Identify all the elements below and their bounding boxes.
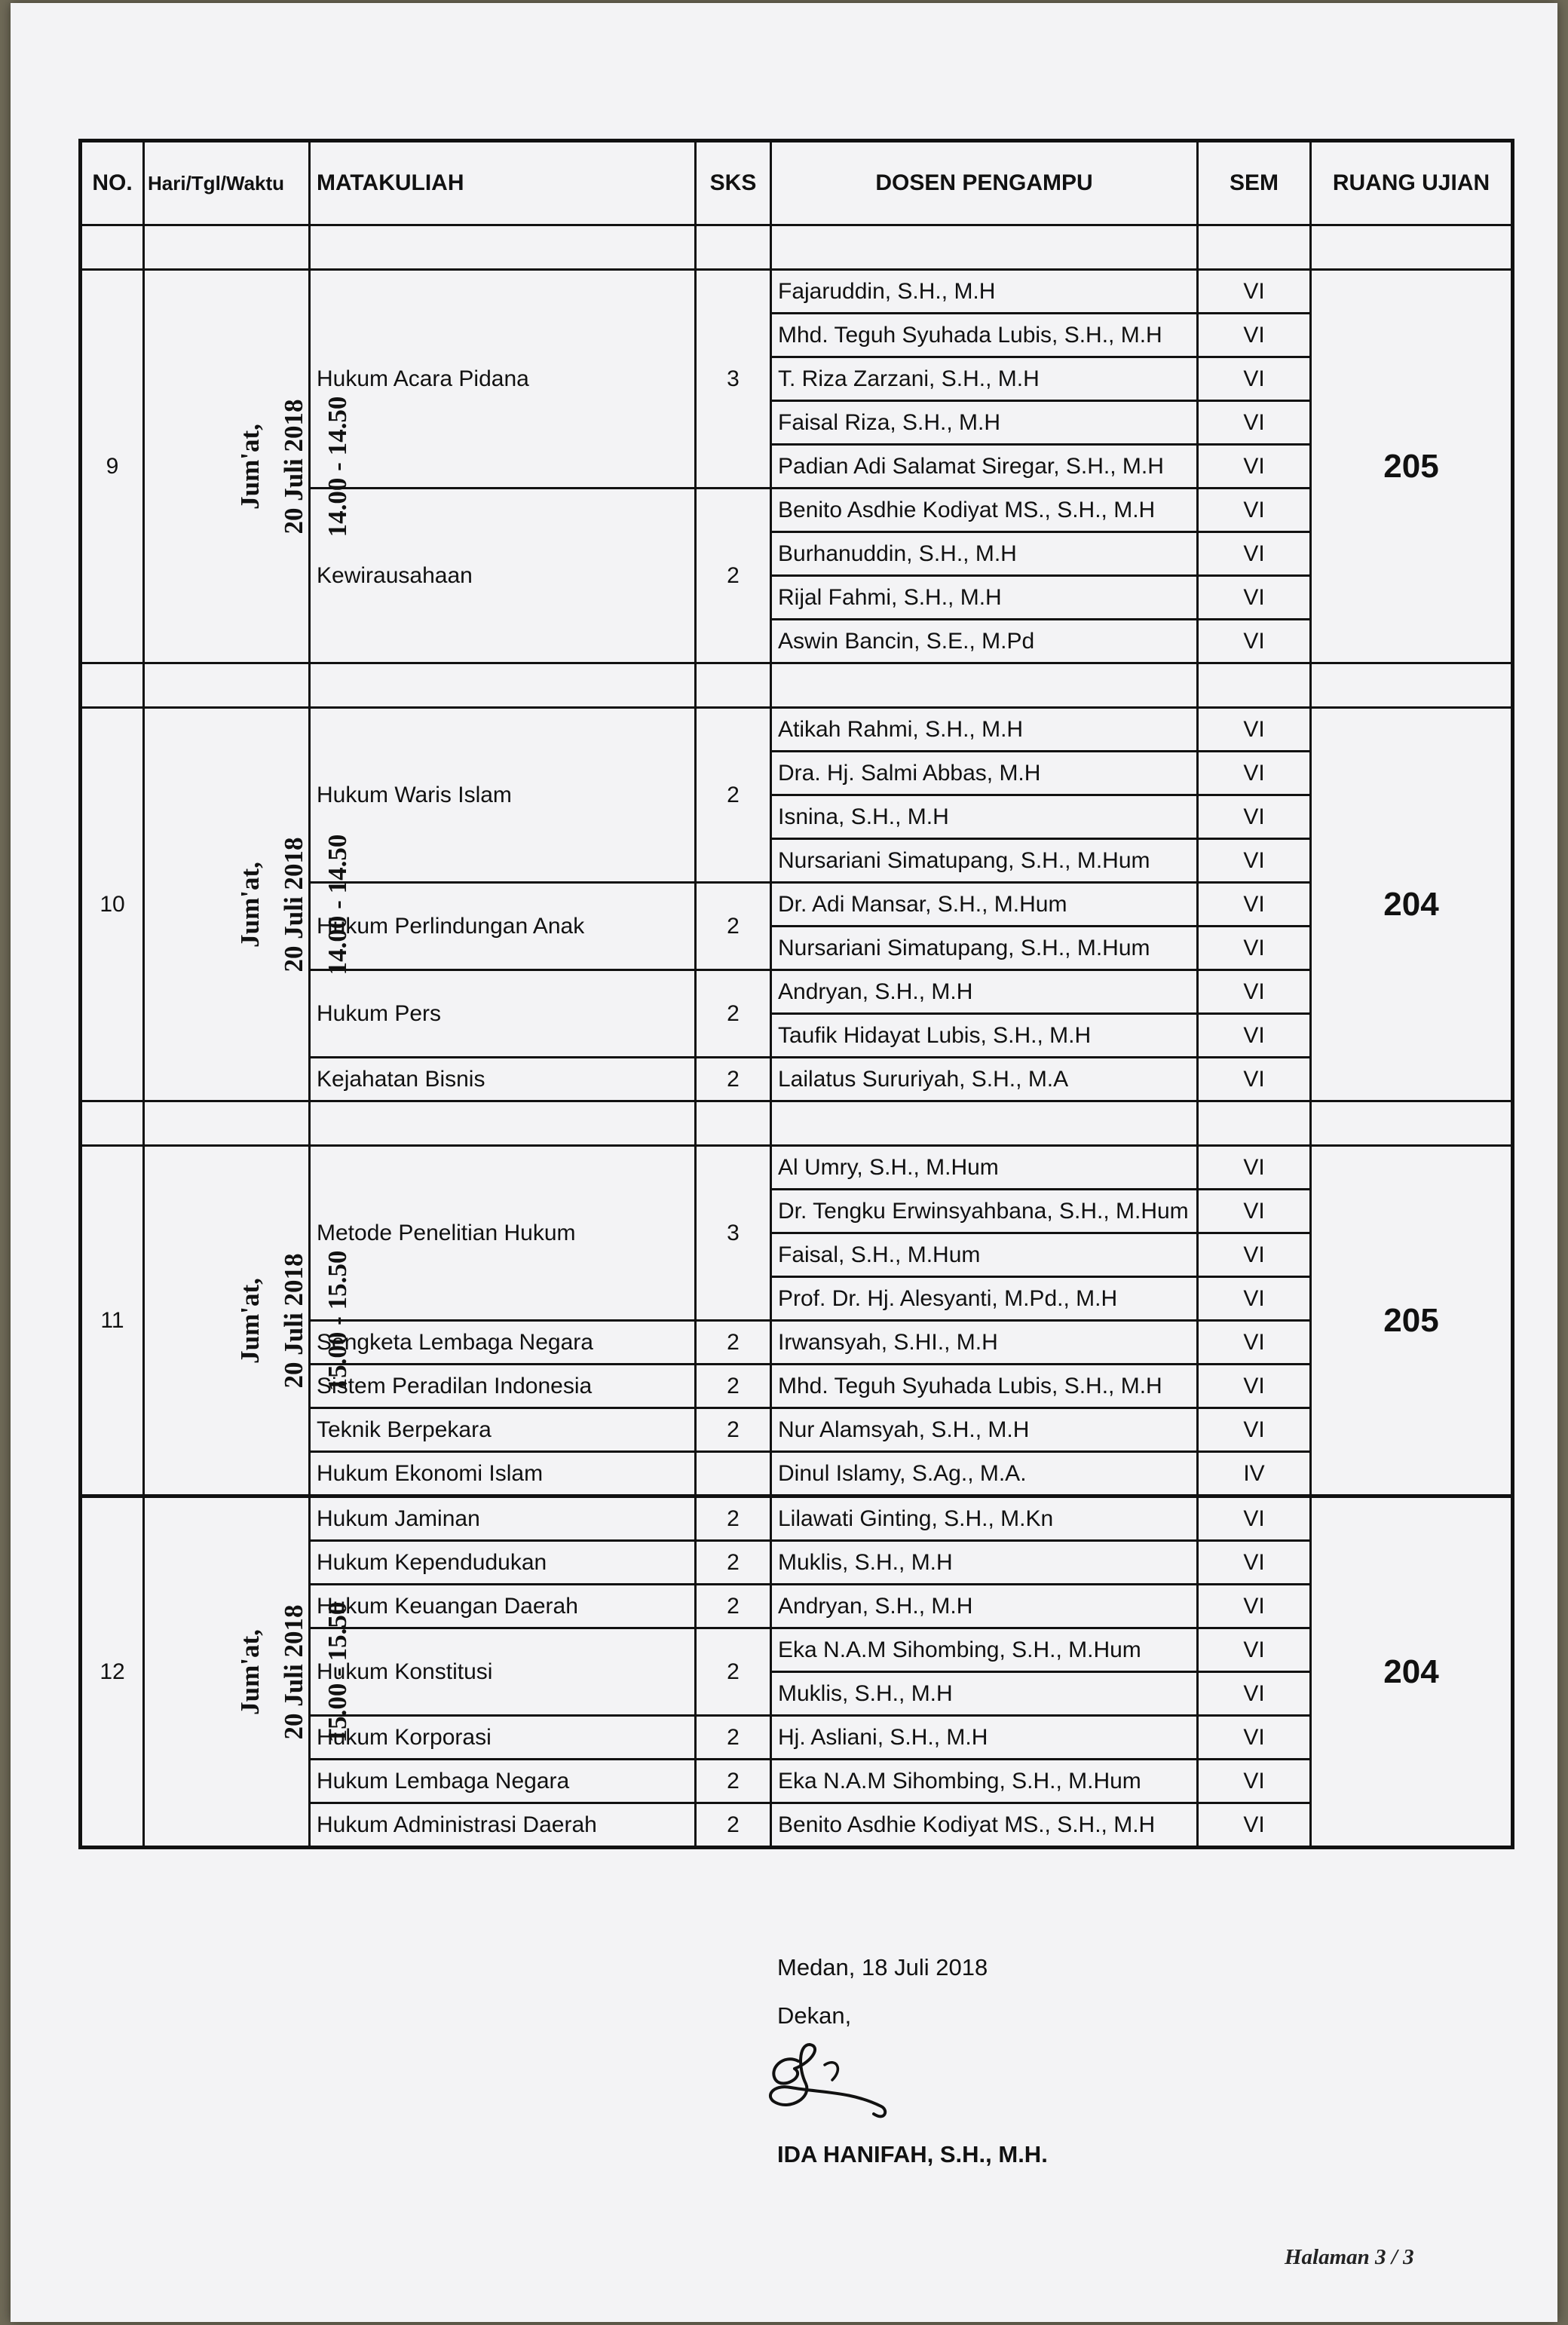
date-label: 20 Juli 2018 <box>279 1253 308 1388</box>
day-label: Jum'at, <box>235 1277 265 1364</box>
group-number: 10 <box>81 708 144 1101</box>
lecturer-name: Nursariani Simatupang, S.H., M.Hum <box>771 839 1198 883</box>
course-sks: 2 <box>696 1058 771 1101</box>
document-page <box>11 3 1557 2322</box>
spacer-cell <box>144 1101 310 1146</box>
table-body <box>81 225 1513 1848</box>
lecturer-name: Lilawati Ginting, S.H., M.Kn <box>771 1496 1198 1541</box>
lecturer-name: Eka N.A.M Sihombing, S.H., M.Hum <box>771 1628 1198 1672</box>
lecturer-name: T. Riza Zarzani, S.H., M.H <box>771 357 1198 401</box>
semester: VI <box>1198 883 1311 927</box>
semester: VI <box>1198 1058 1311 1101</box>
course-name: Teknik Berpekara <box>310 1408 696 1452</box>
course-name: Hukum Perlindungan Anak <box>310 883 696 970</box>
exam-schedule-table <box>78 139 1514 1849</box>
lecturer-name: Andryan, S.H., M.H <box>771 1585 1198 1628</box>
header-no: NO. <box>81 141 144 225</box>
lecturer-name: Aswin Bancin, S.E., M.Pd <box>771 620 1198 663</box>
course-name: Kewirausahaan <box>310 489 696 663</box>
semester: VI <box>1198 401 1311 445</box>
table-row <box>81 1496 1513 1541</box>
group-number: 9 <box>81 270 144 663</box>
course-name: Hukum Kependudukan <box>310 1541 696 1585</box>
signer-role: Dekan, <box>777 2002 852 2029</box>
course-name: Hukum Jaminan <box>310 1496 696 1541</box>
course-name: Hukum Konstitusi <box>310 1628 696 1716</box>
course-name: Hukum Ekonomi Islam <box>310 1452 696 1496</box>
lecturer-name: Lailatus Sururiyah, S.H., M.A <box>771 1058 1198 1101</box>
course-sks: 3 <box>696 270 771 489</box>
handwritten-signature <box>753 2039 904 2137</box>
lecturer-name: Benito Asdhie Kodiyat MS., S.H., M.H <box>771 1803 1198 1848</box>
semester: VI <box>1198 1541 1311 1585</box>
lecturer-name: Muklis, S.H., M.H <box>771 1672 1198 1716</box>
lecturer-name: Benito Asdhie Kodiyat MS., S.H., M.H <box>771 489 1198 532</box>
semester: VI <box>1198 1233 1311 1277</box>
time-label: 15.00 - 15.50 <box>323 1250 352 1391</box>
spacer-row <box>81 663 1513 708</box>
lecturer-name: Faisal Riza, S.H., M.H <box>771 401 1198 445</box>
exam-room: 204 <box>1311 708 1513 1101</box>
group-datetime <box>144 270 352 663</box>
semester: IV <box>1198 1452 1311 1496</box>
spacer-cell <box>144 663 310 708</box>
spacer-cell <box>1311 225 1513 270</box>
spacer-cell <box>310 1101 696 1146</box>
spacer-row <box>81 225 1513 270</box>
semester: VI <box>1198 445 1311 489</box>
lecturer-name: Atikah Rahmi, S.H., M.H <box>771 708 1198 752</box>
header-sks: SKS <box>696 141 771 225</box>
spacer-cell <box>1311 1101 1513 1146</box>
course-name: Hukum Keuangan Daerah <box>310 1585 696 1628</box>
semester: VI <box>1198 1628 1311 1672</box>
spacer-cell <box>310 663 696 708</box>
semester: VI <box>1198 532 1311 576</box>
lecturer-name: Nursariani Simatupang, S.H., M.Hum <box>771 927 1198 970</box>
exam-room: 204 <box>1311 1496 1513 1848</box>
semester: VI <box>1198 1672 1311 1716</box>
semester: VI <box>1198 1190 1311 1233</box>
spacer-cell <box>1198 1101 1311 1146</box>
lecturer-name: Fajaruddin, S.H., M.H <box>771 270 1198 314</box>
course-sks: 2 <box>696 708 771 883</box>
header-lecturer: DOSEN PENGAMPU <box>771 141 1198 225</box>
header-course: MATAKULIAH <box>310 141 696 225</box>
semester: VI <box>1198 1321 1311 1365</box>
semester: VI <box>1198 839 1311 883</box>
header-sem: SEM <box>1198 141 1311 225</box>
spacer-cell <box>696 663 771 708</box>
lecturer-name: Faisal, S.H., M.Hum <box>771 1233 1198 1277</box>
semester: VI <box>1198 752 1311 795</box>
course-sks: 2 <box>696 1365 771 1408</box>
datetime-text <box>228 761 360 1048</box>
lecturer-name: Nur Alamsyah, S.H., M.H <box>771 1408 1198 1452</box>
time-label: 14.00 - 14.50 <box>323 834 352 975</box>
table-row <box>81 1146 1513 1190</box>
header-when: Hari/Tgl/Waktu <box>144 141 310 225</box>
time-label: 15.00 - 15.50 <box>323 1601 352 1742</box>
semester: VI <box>1198 1716 1311 1760</box>
semester: VI <box>1198 357 1311 401</box>
course-sks <box>696 1452 771 1496</box>
semester: VI <box>1198 927 1311 970</box>
lecturer-name: Taufik Hidayat Lubis, S.H., M.H <box>771 1014 1198 1058</box>
lecturer-name: Irwansyah, S.HI., M.H <box>771 1321 1198 1365</box>
lecturer-name: Dinul Islamy, S.Ag., M.A. <box>771 1452 1198 1496</box>
day-label: Jum'at, <box>235 861 265 948</box>
course-sks: 2 <box>696 1408 771 1452</box>
course-name: Kejahatan Bisnis <box>310 1058 696 1101</box>
semester: VI <box>1198 314 1311 357</box>
course-sks: 2 <box>696 489 771 663</box>
course-name: Metode Penelitian Hukum <box>310 1146 696 1321</box>
semester: VI <box>1198 1803 1311 1848</box>
course-sks: 2 <box>696 1628 771 1716</box>
lecturer-name: Dr. Tengku Erwinsyahbana, S.H., M.Hum <box>771 1190 1198 1233</box>
lecturer-name: Eka N.A.M Sihombing, S.H., M.Hum <box>771 1760 1198 1803</box>
exam-room: 205 <box>1311 1146 1513 1496</box>
course-sks: 2 <box>696 883 771 970</box>
lecturer-name: Burhanuddin, S.H., M.H <box>771 532 1198 576</box>
course-sks: 3 <box>696 1146 771 1321</box>
semester: VI <box>1198 970 1311 1014</box>
course-name: Hukum Administrasi Daerah <box>310 1803 696 1848</box>
date-label: 20 Juli 2018 <box>279 837 308 972</box>
semester: VI <box>1198 1408 1311 1452</box>
spacer-cell <box>1198 225 1311 270</box>
lecturer-name: Prof. Dr. Hj. Alesyanti, M.Pd., M.H <box>771 1277 1198 1321</box>
course-name: Hukum Acara Pidana <box>310 270 696 489</box>
semester: VI <box>1198 620 1311 663</box>
datetime-text <box>228 1529 360 1815</box>
course-name: Sistem Peradilan Indonesia <box>310 1365 696 1408</box>
table-row <box>81 270 1513 314</box>
lecturer-name: Muklis, S.H., M.H <box>771 1541 1198 1585</box>
group-datetime <box>144 1146 352 1496</box>
course-name: Hukum Pers <box>310 970 696 1058</box>
semester: VI <box>1198 1496 1311 1541</box>
spacer-cell <box>696 225 771 270</box>
group-datetime <box>144 708 352 1101</box>
table-row <box>81 708 1513 752</box>
semester: VI <box>1198 270 1311 314</box>
day-label: Jum'at, <box>235 1628 265 1715</box>
spacer-cell <box>310 225 696 270</box>
datetime-text <box>228 1178 360 1464</box>
semester: VI <box>1198 795 1311 839</box>
course-name: Hukum Lembaga Negara <box>310 1760 696 1803</box>
spacer-cell <box>81 663 144 708</box>
lecturer-name: Al Umry, S.H., M.Hum <box>771 1146 1198 1190</box>
lecturer-name: Dr. Adi Mansar, S.H., M.Hum <box>771 883 1198 927</box>
course-sks: 2 <box>696 970 771 1058</box>
course-name: Hukum Korporasi <box>310 1716 696 1760</box>
course-sks: 2 <box>696 1760 771 1803</box>
semester: VI <box>1198 1277 1311 1321</box>
spacer-row <box>81 1101 1513 1146</box>
spacer-cell <box>771 225 1198 270</box>
course-sks: 2 <box>696 1321 771 1365</box>
lecturer-name: Isnina, S.H., M.H <box>771 795 1198 839</box>
spacer-cell <box>696 1101 771 1146</box>
place-date: Medan, 18 Juli 2018 <box>777 1954 988 1980</box>
spacer-cell <box>771 1101 1198 1146</box>
spacer-cell <box>144 225 310 270</box>
semester: VI <box>1198 489 1311 532</box>
semester: VI <box>1198 1760 1311 1803</box>
date-label: 20 Juli 2018 <box>279 399 308 534</box>
exam-room: 205 <box>1311 270 1513 663</box>
spacer-cell <box>81 225 144 270</box>
spacer-cell <box>81 1101 144 1146</box>
day-label: Jum'at, <box>235 423 265 510</box>
group-number: 11 <box>81 1146 144 1496</box>
course-name: Hukum Waris Islam <box>310 708 696 883</box>
semester: VI <box>1198 1585 1311 1628</box>
course-sks: 2 <box>696 1585 771 1628</box>
spacer-cell <box>771 663 1198 708</box>
lecturer-name: Hj. Asliani, S.H., M.H <box>771 1716 1198 1760</box>
lecturer-name: Mhd. Teguh Syuhada Lubis, S.H., M.H <box>771 1365 1198 1408</box>
group-number: 12 <box>81 1496 144 1848</box>
time-label: 14.00 - 14.50 <box>323 396 352 537</box>
spacer-cell <box>1198 663 1311 708</box>
lecturer-name: Mhd. Teguh Syuhada Lubis, S.H., M.H <box>771 314 1198 357</box>
course-sks: 2 <box>696 1541 771 1585</box>
spacer-cell <box>1311 663 1513 708</box>
table-header-row <box>81 141 1513 225</box>
lecturer-name: Andryan, S.H., M.H <box>771 970 1198 1014</box>
course-sks: 2 <box>696 1716 771 1760</box>
course-sks: 2 <box>696 1496 771 1541</box>
course-sks: 2 <box>696 1803 771 1848</box>
semester: VI <box>1198 1146 1311 1190</box>
datetime-text <box>228 323 360 610</box>
course-name: Sengketa Lembaga Negara <box>310 1321 696 1365</box>
date-label: 20 Juli 2018 <box>279 1604 308 1739</box>
semester: VI <box>1198 1014 1311 1058</box>
semester: VI <box>1198 576 1311 620</box>
lecturer-name: Rijal Fahmi, S.H., M.H <box>771 576 1198 620</box>
semester: VI <box>1198 1365 1311 1408</box>
signatory-name: IDA HANIFAH, S.H., M.H. <box>777 2141 1048 2167</box>
group-datetime <box>144 1496 352 1848</box>
header-room: RUANG UJIAN <box>1311 141 1513 225</box>
lecturer-name: Padian Adi Salamat Siregar, S.H., M.H <box>771 445 1198 489</box>
semester: VI <box>1198 708 1311 752</box>
page-number: Halaman 3 / 3 <box>1285 2245 1414 2269</box>
lecturer-name: Dra. Hj. Salmi Abbas, M.H <box>771 752 1198 795</box>
